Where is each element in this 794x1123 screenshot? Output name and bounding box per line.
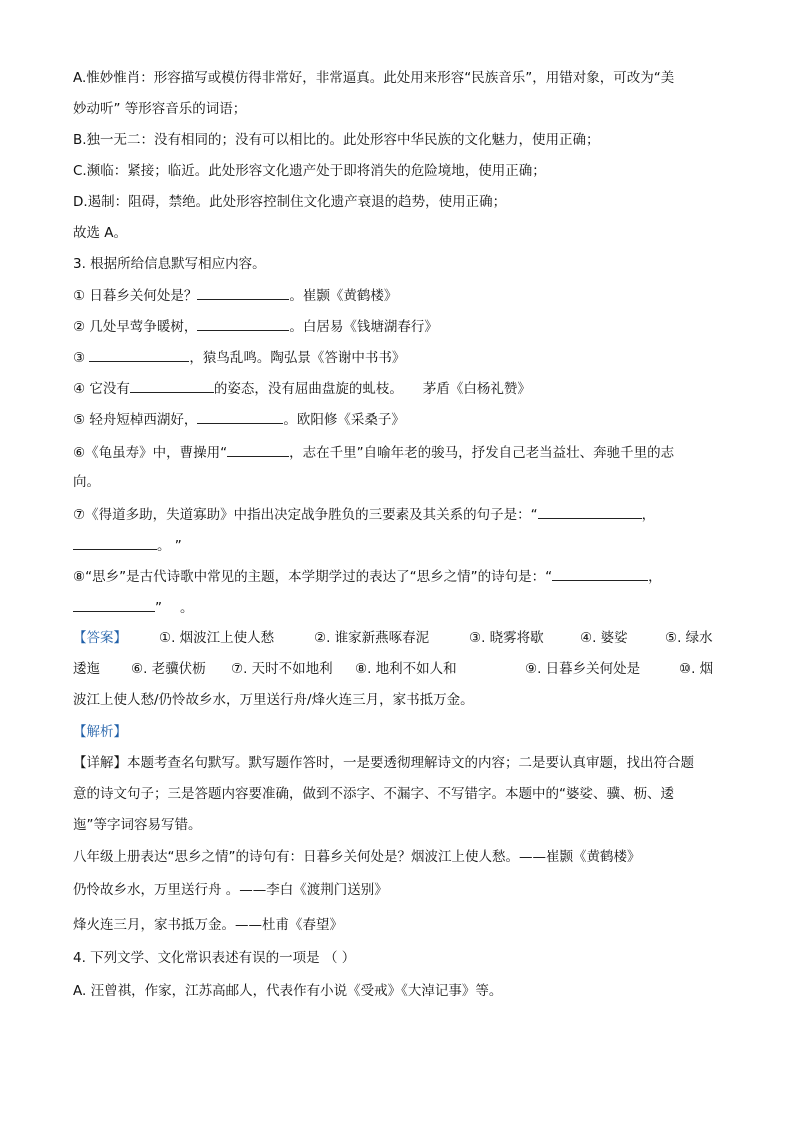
answer-blank <box>130 378 214 393</box>
answer-line-2: 逶迤 ⑥. 老骥伏枥 ⑦. 天时不如地利 ⑧. 地利不如人和 ⑨. 日暮乡关何处是 ⑩. 烟 <box>73 661 714 677</box>
answer-blank <box>197 316 289 331</box>
detail-line-1: 【详解】本题考查名句默写。默写题作答时，一是要透彻理解诗文的内容；二是要认真审题，找出符合题 <box>73 755 694 771</box>
answer-item: ④. 婆娑 <box>580 630 628 646</box>
detail-line-2: 意的诗文句子；三是答题内容要准确，做到不添字、不漏字、不写错字。本题中的“婆娑、骥、枥、逶 <box>73 786 674 802</box>
q3-item-2: ② 几处早莺争暖树， 。白居易《钱塘湖春行》 <box>73 316 438 337</box>
option-a-line-1: A.惟妙惟肖：形容描写或模仿得非常好，非常逼真。此处用来形容“民族音乐”，用错对象，可改为“美 <box>73 70 675 86</box>
q3-item-5: ⑤ 轻舟短棹西湖好， 。欧阳修《采桑子》 <box>73 409 405 430</box>
question-3-title: 3. 根据所给信息默写相应内容。 <box>73 256 266 272</box>
answer-blank <box>73 535 157 550</box>
q3-item-7-line-2: 。 ” <box>73 535 182 556</box>
answer-line-3: 波江上使人愁/仍怜故乡水，万里送行舟/烽火连三月，家书抵万金。 <box>73 692 474 708</box>
detail-line-3: 迤”等字词容易写错。 <box>73 817 202 833</box>
q3-item-7-line-1: ⑦《得道多助，失道寡助》中指出决定战争胜负的三要素及其关系的句子是：“ ， <box>73 504 655 525</box>
detail-label: 【详解】 <box>73 755 127 771</box>
answer-item: ③. 晓雾将歇 <box>469 630 544 646</box>
answer-item: ②. 谁家新燕啄春泥 <box>314 630 430 646</box>
poem-line-3: 烽火连三月，家书抵万金。——杜甫《春望》 <box>73 917 343 933</box>
answer-label: 【答案】 <box>73 630 127 646</box>
q3-item-6-line-1: ⑥《龟虽寿》中，曹操用“ ，志在千里”自喻年老的骏马，抒发自己老当益壮、奔驰千里的志 <box>73 442 674 463</box>
answer-item: ①. 烟波江上使人愁 <box>159 630 275 646</box>
q3-item-6-line-2: 向。 <box>73 474 100 490</box>
option-d-line: D.遏制：阻碍，禁绝。此处形容控制住文化遗产衰退的趋势，使用正确； <box>73 194 507 210</box>
answer-blank <box>227 442 289 457</box>
answer-item: ⑧. 地利不如人和 <box>355 661 457 677</box>
q4-option-a: A. 汪曾祺，作家，江苏高邮人，代表作有小说《受戒》《大淖记事》等。 <box>73 983 503 999</box>
q3-item-1: ① 日暮乡关何处是？ 。崔颢《黄鹤楼》 <box>73 285 397 306</box>
answer-blank <box>197 285 289 300</box>
answer-blank <box>538 504 642 519</box>
selection-line: 故选 A。 <box>73 225 128 241</box>
q3-item-8-line-2: ” 。 <box>73 597 194 618</box>
q3-item-4: ④ 它没有 的姿态，没有屈曲盘旋的虬枝。 茅盾《白杨礼赞》 <box>73 378 531 399</box>
analysis-label: 【解析】 <box>73 724 127 740</box>
option-b-line: B.独一无二：没有相同的；没有可以相比的。此处形容中华民族的文化魅力，使用正确； <box>73 132 600 148</box>
question-4-title: 4. 下列文学、文化常识表述有误的一项是 （ ） <box>73 950 356 966</box>
answer-blank <box>552 566 648 581</box>
answer-item: ⑩. 烟 <box>679 661 714 677</box>
answer-line-1 <box>73 628 721 648</box>
q3-item-8-line-1: ⑧“思乡”是古代诗歌中常见的主题，本学期学过的表达了“思乡之情”的诗句是：“ ， <box>73 566 662 587</box>
poem-line-1: 八年级上册表达“思乡之情”的诗句有：日暮乡关何处是？烟波江上使人愁。——崔颢《黄鹤楼》 <box>73 849 641 865</box>
answer-item: ⑦. 天时不如地利 <box>231 661 333 677</box>
q3-item-3: ③ ，猿鸟乱鸣。陶弘景《答谢中书书》 <box>73 347 405 368</box>
answer-item: ⑥. 老骥伏枥 <box>131 661 206 677</box>
poem-line-2: 仍怜故乡水，万里送行舟 。——李白《渡荆门送别》 <box>73 882 388 898</box>
answer-blank <box>89 347 189 362</box>
answer-blank <box>73 597 155 612</box>
option-a-line-2: 妙动听” 等形容音乐的词语； <box>73 101 247 117</box>
answer-item: ⑨. 日暮乡关何处是 <box>525 661 641 677</box>
option-c-line: C.濒临：紧接；临近。此处形容文化遗产处于即将消失的危险境地，使用正确； <box>73 163 546 179</box>
answer-blank <box>197 409 283 424</box>
answer-item: ⑤. 绿水 <box>665 630 713 646</box>
